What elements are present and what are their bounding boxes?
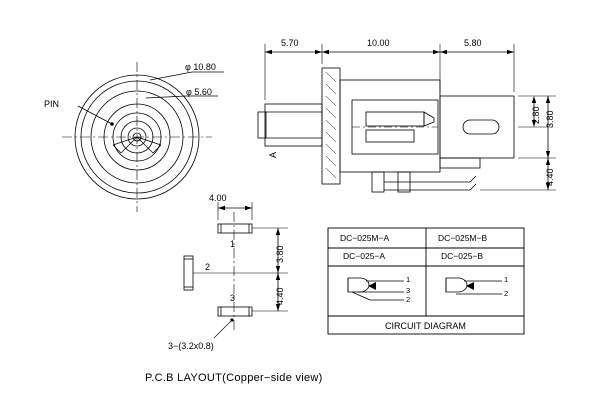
side-dim-top-center: 10.00: [367, 38, 390, 48]
circuit-b-pin-2: 2: [504, 289, 509, 298]
side-dim-top-left: 5.70: [281, 38, 299, 48]
pin-label: PIN: [44, 99, 60, 109]
table-header-b1: DC−025M−B: [438, 233, 488, 243]
pcb-layout-title: P.C.B LAYOUT(Copper−side view): [145, 372, 323, 384]
side-dim-right-lower: 4.40: [545, 168, 555, 186]
table-header-b2: DC−025−B: [441, 251, 484, 261]
circuit-symbol-b: [446, 278, 502, 294]
pcb-pin-3: 3: [230, 293, 236, 303]
pcb-pin-1: 1: [230, 239, 236, 249]
circuit-a-pin-3: 3: [406, 286, 411, 295]
pcb-layout-group: [184, 202, 288, 338]
pcb-dim-right-upper: 3.80: [275, 245, 285, 263]
side-dim-right-inner: 2.80: [531, 106, 541, 124]
table-header-a2: DC−025−A: [343, 251, 386, 261]
side-dim-right-outer: 3.80: [545, 110, 555, 128]
circuit-a-pin-2: 2: [406, 295, 411, 304]
pcb-hole-note: 3−(3.2x0.8): [168, 341, 214, 351]
pcb-pin-2: 2: [205, 262, 211, 272]
inner-diameter-label: φ 5.60: [186, 87, 212, 97]
circuit-symbol-a: [348, 278, 404, 300]
table-header-a1: DC−025M−A: [340, 233, 390, 243]
side-view-body: [258, 68, 514, 192]
top-dimension-lines: [265, 44, 514, 100]
pcb-dim-right-lower: 4.40: [275, 287, 285, 305]
circuit-a-pin-1: 1: [406, 275, 411, 284]
outer-diameter-label: φ 10.80: [185, 62, 216, 72]
circuit-diagram-caption: CIRCUIT DIAGRAM: [385, 321, 466, 331]
pcb-dim-top: 4.00: [209, 193, 227, 203]
section-label-a: A: [268, 151, 278, 158]
circuit-b-pin-1: 1: [504, 275, 509, 284]
side-dim-top-right: 5.80: [464, 38, 482, 48]
